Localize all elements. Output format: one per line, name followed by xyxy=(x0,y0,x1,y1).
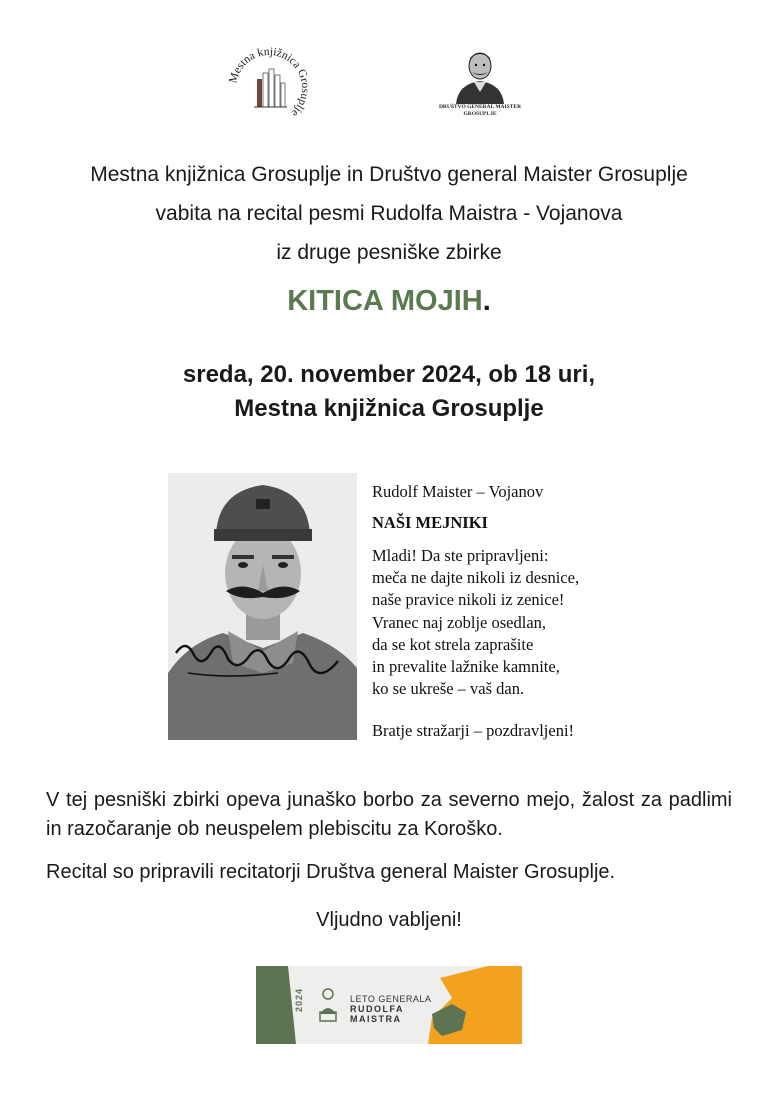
description-paragraph: V tej pesniški zbirki opeva junaško borbo za severno mejo, žalost za padlimi in razočaranje ob neuspelem plebiscitu za Koroško. xyxy=(46,789,732,840)
collection-title-text: KITICA MOJIH xyxy=(287,285,483,317)
invitation-closing: Vljudno vabljeni! xyxy=(316,909,462,931)
event-date: sreda, 20. november 2024, ob 18 uri, xyxy=(182,361,596,388)
poem-line: da se kot strela zaprašite xyxy=(372,634,534,654)
society-caption-2: GROSUPLJE xyxy=(463,111,497,117)
society-caption-1: DRUŠTVO GENERAL MAISTER xyxy=(438,104,522,110)
poem-line: naše pravice nikoli iz zenice! xyxy=(372,590,565,610)
collection-title-period: . xyxy=(482,285,491,317)
poem-line: Vranec naj zoblje osedlan, xyxy=(372,612,547,632)
poem-author: Rudolf Maister – Vojanov xyxy=(372,482,544,501)
maister-portrait-icon xyxy=(438,46,522,104)
society-logo xyxy=(438,46,522,122)
library-logo-graphic xyxy=(226,45,312,131)
intro-line-2: vabita na recital pesmi Rudolfa Maistra - Vojanova xyxy=(155,202,623,225)
footer-logo xyxy=(256,966,522,1044)
collection-title xyxy=(0,283,778,319)
poem-line: Mladi! Da ste pripravljeni: xyxy=(372,546,549,565)
footer-logo-year: 2024 xyxy=(294,987,304,1012)
event-venue: Mestna knjižnica Grosuplje xyxy=(234,395,544,422)
library-logo-ring-text: Mestna knjižnica Grosuplje xyxy=(227,45,312,120)
footer-logo-line3: MAISTRA xyxy=(350,1014,402,1024)
footer-logo-line1: LETO GENERALA xyxy=(350,994,432,1004)
poem-closing-line: Bratje stražarji – pozdravljeni! xyxy=(372,721,575,740)
poem-line: ko se ukreše – vaš dan. xyxy=(372,679,525,699)
footer-logo-line2: RUDOLFA xyxy=(350,1004,404,1014)
poem-line: in prevalite lažnike kamnite, xyxy=(372,657,560,676)
maister-portrait xyxy=(168,473,357,740)
library-logo xyxy=(226,45,312,131)
poem-title: NAŠI MEJNIKI xyxy=(372,513,488,532)
maister-photo xyxy=(168,473,357,740)
intro-line-1: Mestna knjižnica Grosuplje in Društvo general Maister Grosuplje xyxy=(90,163,688,186)
poem-line: meča ne dajte nikoli iz desnice, xyxy=(372,568,580,588)
intro-line-3: iz druge pesniške zbirke xyxy=(276,241,502,264)
recital-credits: Recital so pripravili recitatorji Društva general Maister Grosuplje. xyxy=(46,861,616,883)
